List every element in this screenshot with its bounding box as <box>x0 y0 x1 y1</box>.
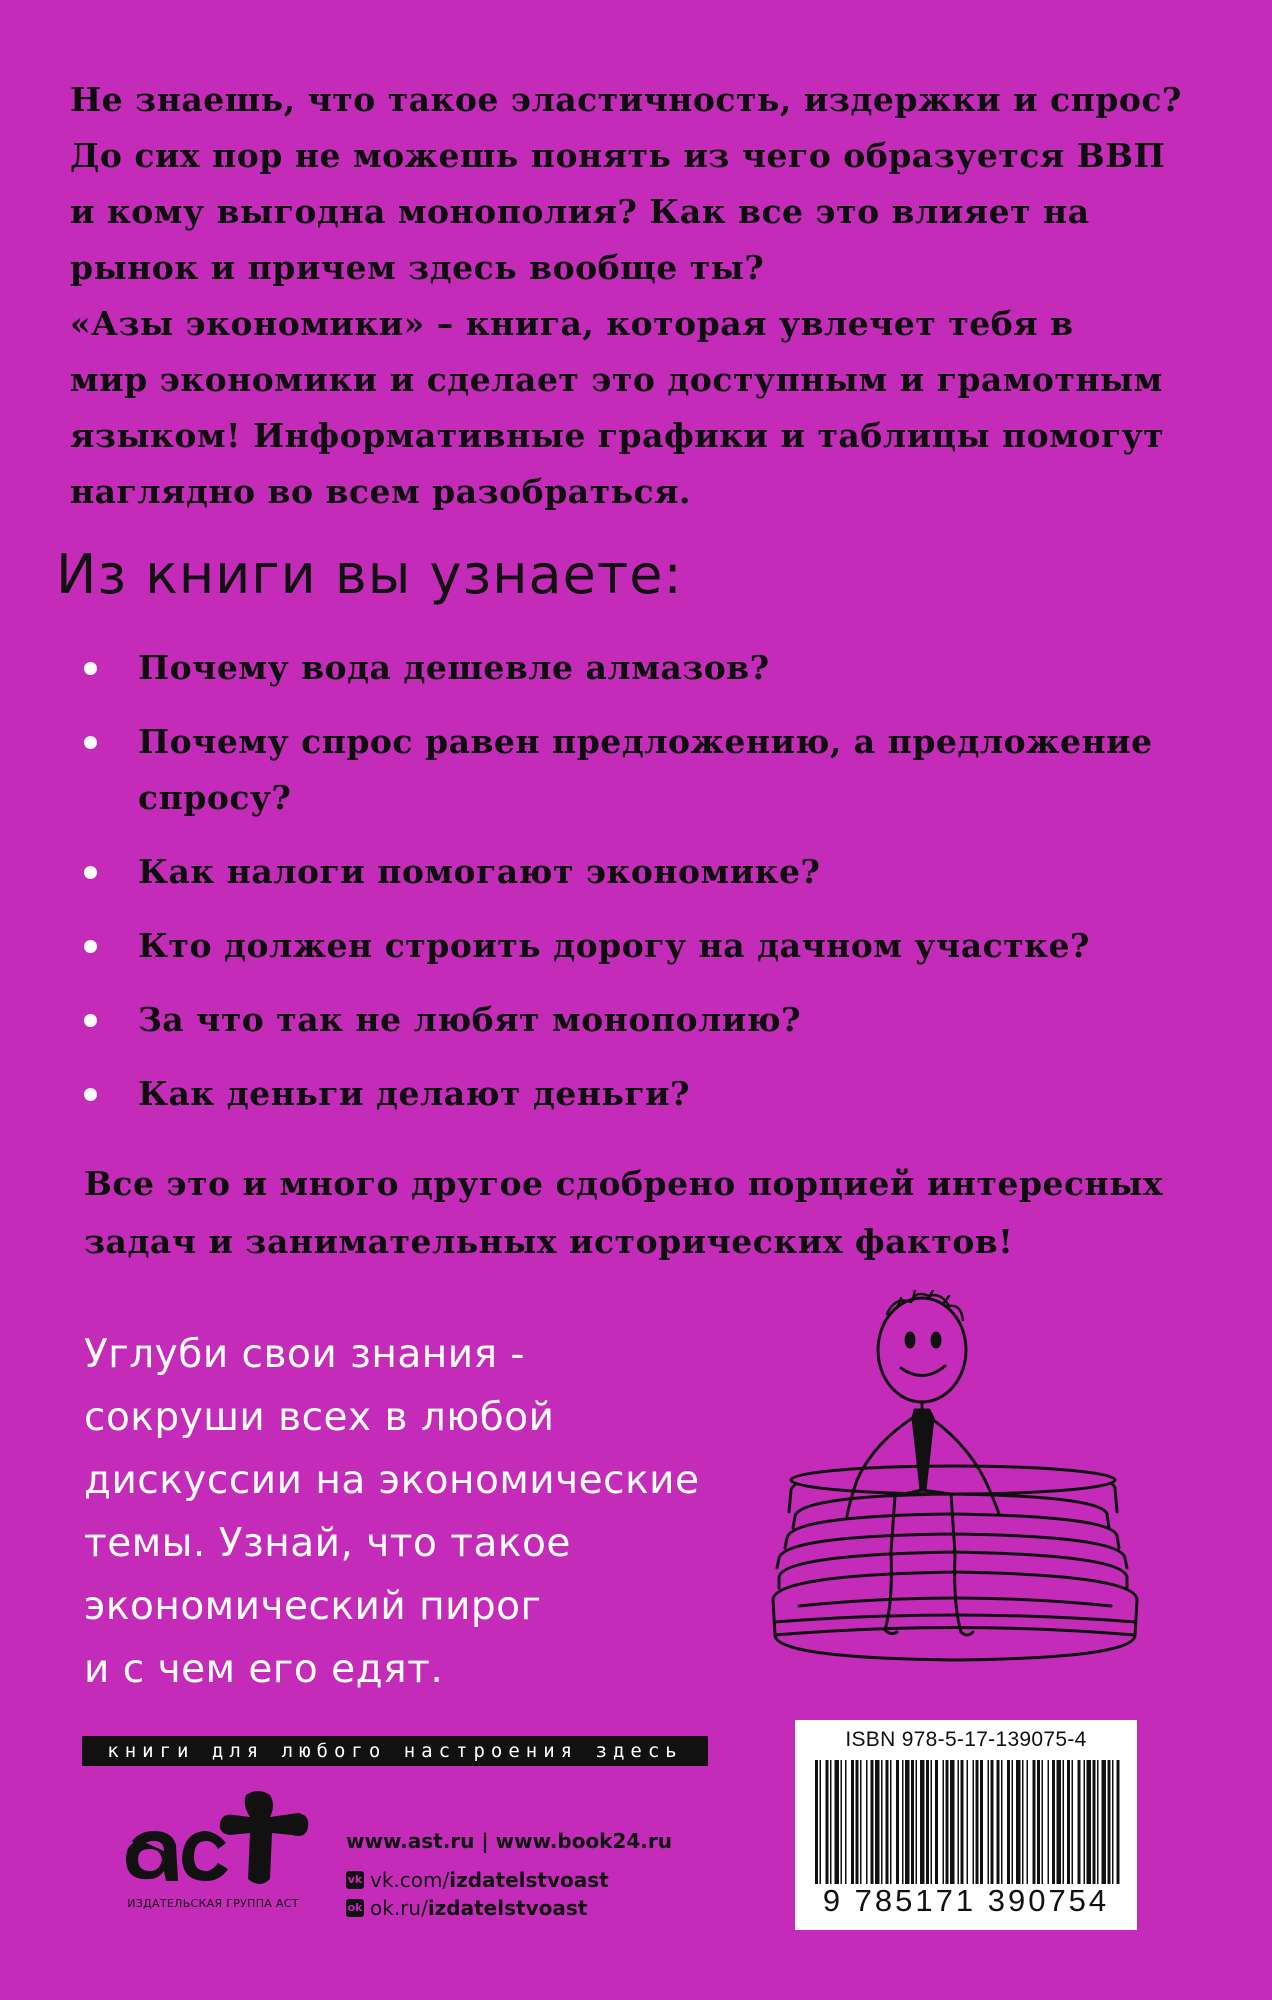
barcode-bar <box>961 1760 964 1884</box>
promo-line: экономический пирог <box>84 1584 542 1629</box>
barcode-bar <box>860 1760 862 1884</box>
barcode-bar <box>1072 1760 1074 1884</box>
barcode-bar <box>830 1760 832 1884</box>
website-links[interactable]: www.ast.ru | www.book24.ru <box>346 1829 673 1853</box>
summary-line: Все это и много другое сдобрено порцией интересных <box>84 1164 1163 1203</box>
barcode-bar <box>1001 1760 1003 1884</box>
intro-line: языком! Информативные графики и таблицы помогут <box>70 416 1165 455</box>
barcode-bar <box>1057 1760 1062 1884</box>
barcode-bar <box>1108 1760 1111 1884</box>
vk-icon: vk <box>346 1871 364 1889</box>
barcode-bar <box>1027 1760 1029 1884</box>
promo-line: дискуссии на экономические <box>84 1458 700 1503</box>
promo-line: Углуби свои знания - <box>84 1332 525 1377</box>
barcode-bar <box>1022 1760 1024 1884</box>
barcode-bar <box>1097 1760 1099 1884</box>
barcode-bar <box>905 1760 910 1884</box>
list-item <box>80 1066 1180 1122</box>
barcode-bar <box>1033 1760 1036 1884</box>
list-item-text: За что так не любят монополию? <box>138 1000 801 1039</box>
barcode-bar <box>967 1760 969 1884</box>
bullet-icon <box>84 662 97 675</box>
barcode-bar <box>973 1760 975 1884</box>
barcode-bar <box>820 1760 822 1884</box>
barcode-bar <box>943 1760 945 1884</box>
barcode-bar <box>875 1760 880 1884</box>
summary-paragraph <box>84 1155 1184 1271</box>
barcode-bar <box>997 1760 1000 1884</box>
barcode-bar <box>896 1760 899 1884</box>
ast-logo <box>120 1785 320 1890</box>
barcode-bar <box>1067 1760 1070 1884</box>
list-item-text: Почему вода дешевле алмазов? <box>138 648 770 687</box>
topics-list <box>80 640 1180 1122</box>
barcode-bar <box>1037 1760 1040 1884</box>
bullet-icon <box>84 1088 97 1101</box>
publisher-name: ИЗДАТЕЛЬСКАЯ ГРУППА АСТ <box>127 1897 299 1910</box>
intro-line: мир экономики и сделает это доступным и грамотным <box>70 360 1163 399</box>
businessman-on-coins-illustration <box>765 1290 1145 1690</box>
barcode-bar <box>1084 1760 1086 1884</box>
barcode-bar <box>835 1760 840 1884</box>
list-item-text: Кто должен строить дорогу на дачном участке? <box>138 926 1090 965</box>
barcode-bar <box>935 1760 938 1884</box>
list-item-text-continued: спросу? <box>138 778 292 817</box>
intro-paragraph <box>70 72 1200 520</box>
social-link-ok[interactable] <box>346 1896 672 1920</box>
barcode-bar <box>851 1760 854 1884</box>
barcode-bar <box>1112 1760 1114 1884</box>
bullet-icon <box>84 940 97 953</box>
bullet-icon <box>84 1014 97 1027</box>
intro-line: «Азы экономики» – книга, которая увлечет тебя в <box>70 304 1074 343</box>
barcode-bar <box>826 1760 829 1884</box>
intro-line: Не знаешь, что такое эластичность, издержки и спрос? <box>70 80 1182 119</box>
barcode-bar <box>1117 1760 1120 1884</box>
social-link-handle: izdatelstvoast <box>449 1868 609 1892</box>
barcode-bar <box>890 1760 892 1884</box>
intro-line: рынок и причем здесь вообще ты? <box>70 248 765 287</box>
isbn-label: ISBN 978-5-17-139075-4 <box>845 1728 1087 1751</box>
promo-line: темы. Узнай, что такое <box>84 1521 571 1566</box>
social-link-prefix: vk.com/ <box>370 1868 450 1892</box>
barcode-bar <box>902 1760 904 1884</box>
list-item-text: Почему спрос равен предложению, а предложение <box>138 722 1153 761</box>
bullet-icon <box>84 736 97 749</box>
barcode-icon <box>811 1760 1121 1886</box>
list-item <box>80 992 1180 1048</box>
barcode-bar <box>1042 1760 1044 1884</box>
list-item <box>80 714 1180 826</box>
publisher-links <box>346 1829 672 1920</box>
barcode-bar <box>1102 1760 1107 1884</box>
barcode-bar <box>980 1760 983 1884</box>
intro-line: наглядно во всем разобраться. <box>70 472 691 511</box>
list-item-text: Как налоги помогают экономике? <box>138 852 821 891</box>
barcode-bar <box>1052 1760 1055 1884</box>
barcode-bar <box>866 1760 868 1884</box>
intro-line: До сих пор не можешь понять из чего образуется ВВП <box>70 136 1166 175</box>
barcode-bar <box>916 1760 918 1884</box>
barcode-bar <box>991 1760 994 1884</box>
promo-paragraph <box>84 1323 804 1701</box>
barcode-bar <box>976 1760 979 1884</box>
barcode-bar <box>1048 1760 1050 1884</box>
barcode-bar <box>988 1760 990 1884</box>
section-heading: Из книги вы узнаете: <box>56 543 683 606</box>
barcode-bar <box>1007 1760 1010 1884</box>
list-item <box>80 918 1180 974</box>
list-item <box>80 844 1180 900</box>
social-link-prefix: ok.ru/ <box>370 1896 428 1920</box>
barcode-bar <box>931 1760 933 1884</box>
list-item <box>80 640 1180 696</box>
barcode-bar <box>926 1760 929 1884</box>
intro-line: и кому выгодна монополия? Как все это влияет на <box>70 192 1090 231</box>
isbn-digits: 9 785171 390754 <box>822 1883 1110 1918</box>
barcode-bar <box>1093 1760 1096 1884</box>
promo-line: и с чем его едят. <box>84 1647 444 1692</box>
list-item-text: Как деньги делают деньги? <box>138 1074 690 1113</box>
barcode-bar <box>1012 1760 1014 1884</box>
barcode-bar <box>845 1760 847 1884</box>
barcode-bar <box>911 1760 914 1884</box>
promo-line: сокруши всех в любой <box>84 1395 555 1440</box>
barcode-bar <box>886 1760 889 1884</box>
barcode-bar <box>881 1760 883 1884</box>
barcode-bar <box>1087 1760 1092 1884</box>
barcode-bar <box>950 1760 955 1884</box>
ok-icon: ok <box>346 1899 364 1917</box>
barcode-bar <box>841 1760 843 1884</box>
bullet-icon <box>84 866 97 879</box>
barcode-bar <box>920 1760 925 1884</box>
summary-line: задач и занимательных исторических фактов! <box>84 1222 1014 1261</box>
social-link-handle: izdatelstvoast <box>427 1896 588 1920</box>
barcode-bar <box>1016 1760 1021 1884</box>
barcode-bar <box>815 1760 818 1884</box>
barcode-bar <box>958 1760 960 1884</box>
barcode-bar <box>1063 1760 1065 1884</box>
tagline-bar: книги для любого настроения здесь <box>82 1736 708 1766</box>
social-link-vk[interactable] <box>346 1868 672 1892</box>
barcode-bar <box>871 1760 874 1884</box>
barcode-bar <box>1078 1760 1081 1884</box>
barcode-bar <box>946 1760 949 1884</box>
barcode-bar <box>856 1760 859 1884</box>
isbn-barcode-panel <box>795 1720 1137 1930</box>
